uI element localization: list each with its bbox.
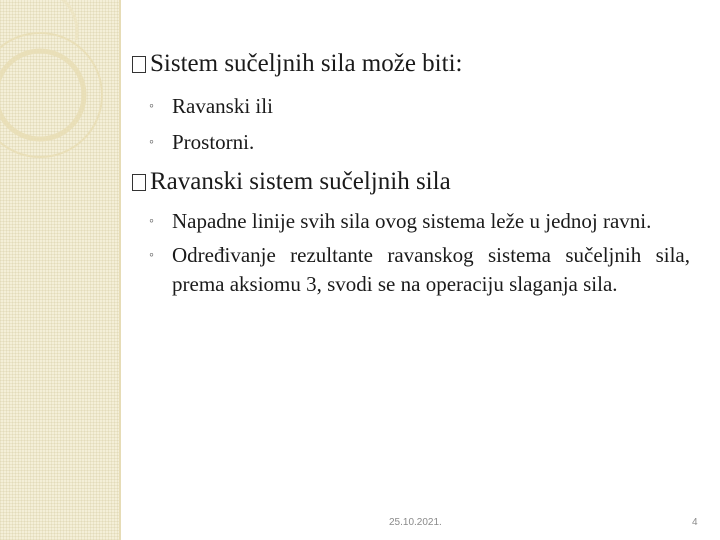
bullet-text: Ravanski ili xyxy=(172,94,273,118)
bullet-text: Određivanje rezultante ravanskog sistema sučeljnih sila, prema aksiomu 3, svodi se na operaciju slaganja sila. xyxy=(172,243,690,296)
arc-top xyxy=(58,0,77,40)
bullet-marker: ◦ xyxy=(149,135,154,150)
missing-glyph-box xyxy=(132,56,146,73)
page-number: 4 xyxy=(692,517,698,528)
bullet-level2 xyxy=(132,128,690,157)
bullet-marker: ◦ xyxy=(149,248,154,263)
bullet-marker: ◦ xyxy=(149,214,154,229)
bullet-text: Prostorni. xyxy=(172,130,255,154)
missing-glyph-box xyxy=(132,174,146,191)
bullet-level1 xyxy=(132,166,690,198)
inner-circle xyxy=(0,51,84,139)
bullet-text: Napadne linije svih sila ovog sistema leže u jednoj ravni. xyxy=(172,209,652,233)
bullet-level1 xyxy=(132,48,690,80)
decorative-circles xyxy=(0,0,140,200)
bullet-text: Ravanski sistem sučeljnih sila xyxy=(150,168,451,195)
bullet-text: Sistem sučeljnih sila može biti: xyxy=(150,50,463,77)
bullet-level2 xyxy=(132,92,690,121)
bullet-level2 xyxy=(132,207,690,236)
bullet-marker: ◦ xyxy=(149,99,154,114)
slide-content xyxy=(132,48,690,299)
footer-date: 25.10.2021. xyxy=(389,517,442,528)
bullet-level2 xyxy=(132,241,690,299)
